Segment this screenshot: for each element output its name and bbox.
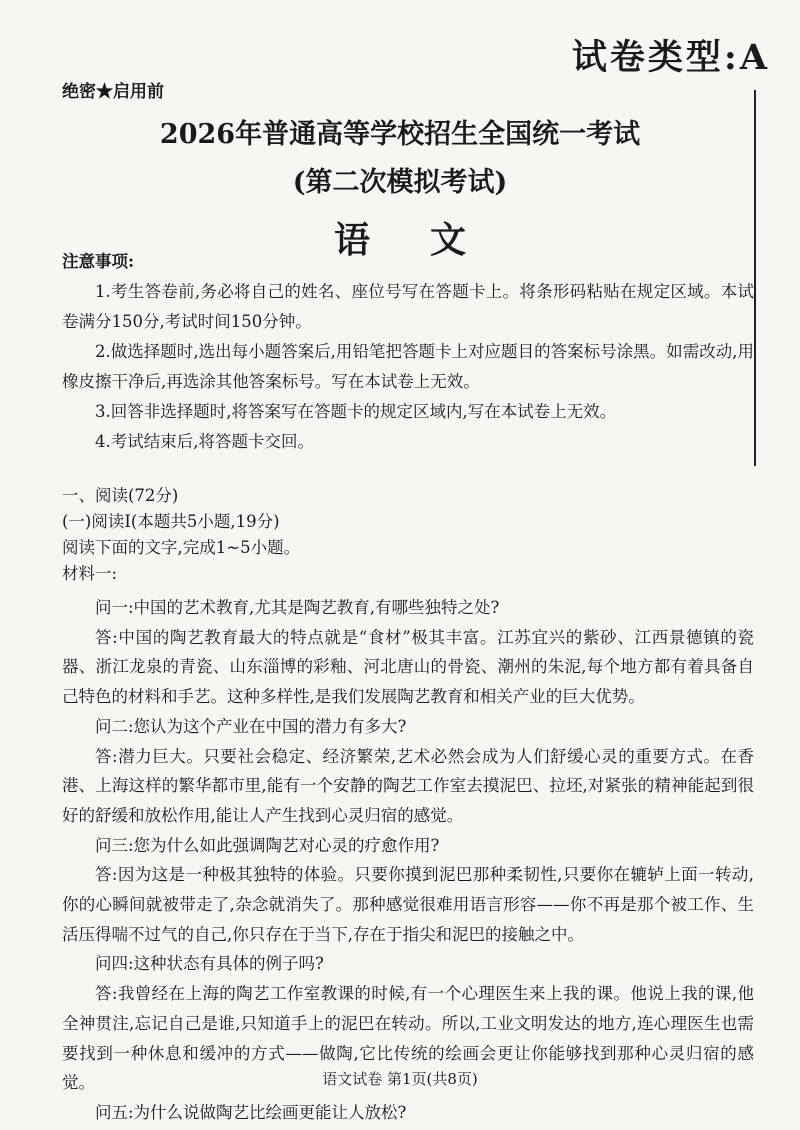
material-paragraph: 答:因为这是一种极其独特的体验。只要你摸到泥巴那种柔韧性,只要你在辘轳上面一转动,你的心瞬间就被带走了,杂念就消失了。那种感觉很难用语言形容——你不再是那个被工作、生活压得喘不过气的自己,你只存在于当下,存在于指尖和泥巴的接触之中。 (62, 865, 754, 944)
notice-item: 1.考生答卷前,务必将自己的姓名、座位号写在答题卡上。将条形码粘贴在规定区域。本试卷满分150分,考试时间150分钟。 (62, 282, 754, 331)
section-instruction: 阅读下面的文字,完成1~5小题。 (62, 538, 301, 557)
exam-title: 2026年普通高等学校招生全国统一考试 (159, 119, 641, 150)
material-paragraph: 问五:为什么说做陶艺比绘画更能让人放松? (95, 1102, 407, 1122)
subject-title: 语文 (333, 219, 526, 261)
material-paragraph: 答:潜力巨大。只要社会稳定、经济繁荣,艺术必然会成为人们舒缓心灵的重要方式。在香港、上海这样的繁华都市里,能有一个安静的陶艺工作室去摸泥巴、拉坯,对紧张的精神能起到很好的舒缓和放松作用,能让人产生找到心灵归宿的感觉。 (62, 746, 754, 825)
section-subtitle: (一)阅读Ⅰ(本题共5小题,19分) (62, 512, 280, 531)
material-paragraph: 问三:您为什么如此强调陶艺对心灵的疗愈作用? (95, 835, 440, 855)
notice-item: 4.考试结束后,将答题卡交回。 (95, 432, 314, 451)
material-paragraph: 答:我曾经在上海的陶艺工作室教课的时候,有一个心理医生来上我的课。他说上我的课,他全神贯注,忘记自己是谁,只知道手上的泥巴在转动。所以,工业文明发达的地方,连心理医生也需要找到一种休息和缓冲的方式——做陶,它比传统的绘画会更让你能够找到那种心灵归宿的感觉。 (62, 984, 754, 1093)
material-label: 材料一: (62, 564, 118, 583)
section-title: 一、阅读(72分) (62, 486, 179, 505)
material-body (62, 593, 754, 1128)
paper-type-label: 试卷类型:A (571, 37, 770, 78)
material-paragraph: 问四:这种状态有具体的例子吗? (95, 954, 324, 974)
notice-item: 3.回答非选择题时,将答案写在答题卡的规定区域内,写在本试卷上无效。 (95, 402, 617, 421)
notice-section (62, 247, 754, 457)
notice-item: 2.做选择题时,选出每小题答案后,用铅笔把答题卡上对应题目的答案标号涂黑。如需改动,用橡皮擦干净后,再选涂其他答案标号。写在本试卷上无效。 (62, 342, 754, 391)
material-paragraph: 问一:中国的艺术教育,尤其是陶艺教育,有哪些独特之处? (95, 598, 500, 617)
material-paragraph: 答:中国的陶艺教育最大的特点就是“食材”极其丰富。江苏宜兴的紫砂、江西景德镇的瓷器、浙江龙泉的青瓷、山东淄博的彩釉、河北唐山的骨瓷、潮州的朱泥,每个地方都有着具备自己特色的材料和手艺。这种多样性,是我们发展陶艺教育和相关产业的巨大优势。 (62, 627, 754, 707)
material-paragraph: 问二:您认为这个产业在中国的潜力有多大? (95, 716, 407, 736)
reading-section-header (62, 483, 754, 587)
notice-heading: 注意事项: (62, 252, 135, 271)
exam-subtitle: (第二次模拟考试) (292, 167, 508, 198)
page-footer: 语文试卷 第1页(共8页) (322, 1070, 478, 1088)
secret-label: 绝密★启用前 (62, 82, 164, 102)
